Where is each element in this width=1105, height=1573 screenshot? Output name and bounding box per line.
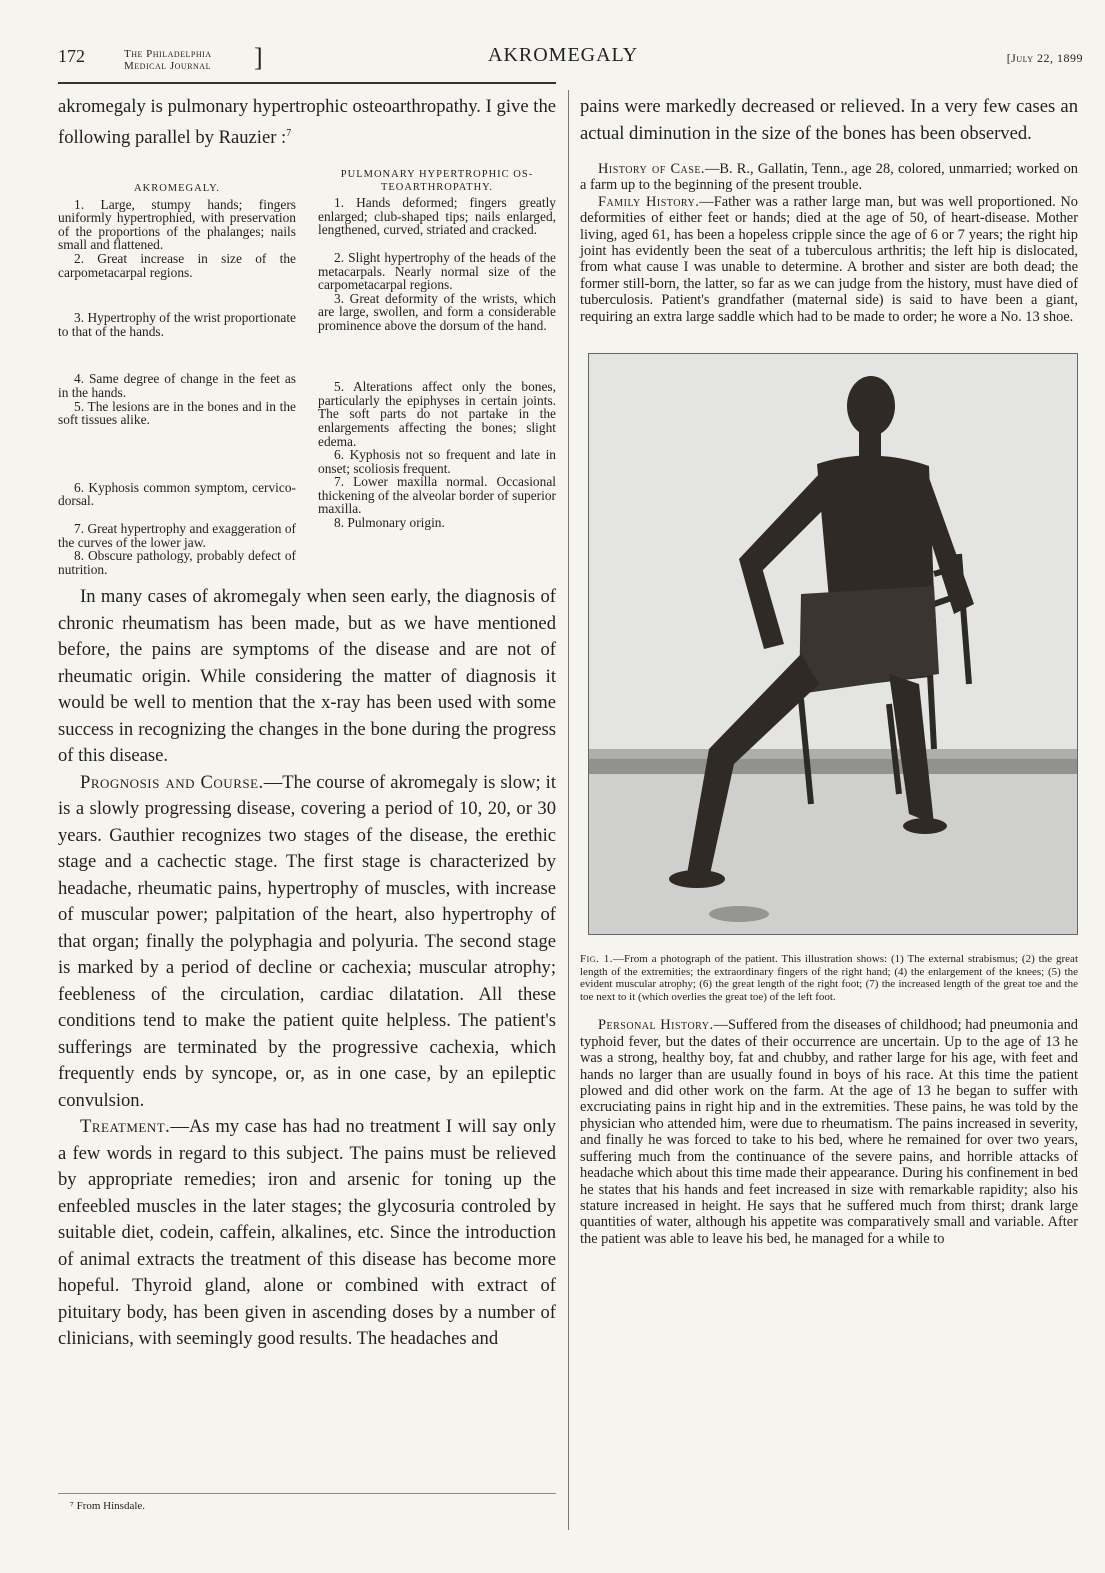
parallel-head-right-line1: PULMONARY HYPERTROPHIC OS-	[340, 169, 534, 181]
parallel-right-item: 6. Kyphosis not so frequent and late in onset; scoliosis frequent.	[318, 447, 556, 476]
column-divider	[568, 90, 569, 1530]
parallel-right-item: 5. Alterations affect only the bones, particularly the epiphyses in certain joints. The soft parts do not partake in the enlargements affecting the bones; slight edema.	[318, 379, 556, 449]
family-history-paragraph: Family History.—Father was a rather large man, but was well proportioned. No deformities of either feet or hands; died at the age of 50, of heart-disease. Mother living, aged 61, has been a hopeless cripple since the age of 6 or 7 years; the right hip joint has evidently been the seat of a tuberculous arthritis; the left hip is dislocated, from what cause I was unable to determine. A brother and sister are both dead; the former still-born, the latter, so far as we can judge from the history, must have died of tuberculosis. Patient's grandfather (maternal side) is said to have been a giant, requiring an extra large saddle which had to be made to order; he wore a No. 13 shoe.	[580, 193, 1079, 325]
history-heading: History of Case.	[598, 161, 706, 177]
running-title: AKROMEGALY	[488, 44, 639, 66]
parallel-left-item: 8. Obscure pathology, probably defect of nutrition.	[58, 548, 296, 577]
parallel-left-item: 6. Kyphosis common symptom, cervico-dorsal.	[58, 479, 296, 509]
right-column	[580, 94, 1078, 1247]
photo-illustration	[589, 354, 1077, 934]
patient-photograph	[588, 353, 1078, 935]
diagnosis-paragraph: In many cases of akromegaly when seen early, the diagnosis of chronic rheumatism has been made, but as we have mentioned before, the pains are symptoms of the disease and are not of rheumatic origin. While considering the matter of diagnosis it would be well to mention that the x-ray has been used with some success in recognizing the changes in the bone during the progress of this disease.	[58, 586, 556, 767]
parallel-left-item: 4. Same degree of change in the feet as in the hands.	[58, 371, 296, 401]
header-rule	[58, 82, 556, 84]
prognosis-heading: Prognosis and Course.	[80, 771, 264, 793]
continued-paragraph: pains were markedly decreased or relieved. In a very few cases an actual diminution in the size of the bones has been observed.	[580, 96, 1078, 144]
parallel-right-item: 8. Pulmonary origin.	[334, 515, 445, 531]
journal-bracket: ]	[254, 43, 263, 72]
footnote: ⁷ From Hinsdale.	[70, 1500, 146, 1512]
intro-paragraph: akromegaly is pulmonary hypertrophic osteoarthropathy. I give the following parallel by Rauzier :$^7$	[58, 96, 556, 148]
figure-label: Fig. 1.	[580, 953, 613, 966]
parallel-table	[58, 169, 556, 576]
prognosis-paragraph: Prognosis and Course.—The course of akromegaly is slow; it is a slowly progressing disease, covering a period of 10, 20, or 30 years. Gauthier recognizes two stages of the disease, the erethic stage and a cachectic stage. The first stage is characterized by headache, rheumatic pains, hypertrophy of muscles, with increase of muscular power; palpitation of the heart, also hypertrophy of that organ; finally the polyphagia and polyuria. The second stage is marked by a period of decline or cachexia; muscular atrophy; feebleness of the circulation, cardiac dilatation. All these conditions tend to make the patient quite helpless. The patient's sufferings are terminated by the progressive cachexia, which frequently ends by syncope, or, as in one case, by an epileptic convulsion.	[58, 771, 556, 1111]
left-column	[58, 94, 556, 1353]
parallel-right-item: 7. Lower maxilla normal. Occasional thickening of the alveolar border of superior maxilla.	[318, 474, 556, 517]
personal-history-paragraph: Personal History.—Suffered from the diseases of childhood; had pneumonia and typhoid fever, but the dates of their occurrence are uncertain. Up to the age of 13 he was a strong, healthy boy, fat and chubby, and rather large for his age, with feet and hands no larger than are usually found in boys of his race. At this time the patient plowed and did other work on the farm. At the age of 13 he began to suffer with excruciating pains in right hip and in the extremities. These pains, he was told by the physician who attended him, were due to rheumatism. The pains increased in severity, and finally he was forced to take to his bed, where he remained for over two years, suffering much from the continuance of the severe pains, and horrible attacks of headache which about this time made their appearance. During his confinement in bed he states that his hands and feet increased in size with remarkable rapidity; also his stature increased in height. He says that he suffered much from thirst; drank large quantities of water, although his appetite was comparatively small and variable. After the patient was able to leave his bed, he managed for a while to	[580, 1017, 1078, 1247]
family-history-heading: Family History.	[598, 193, 700, 210]
treatment-paragraph: Treatment.—As my case has had no treatment I will say only a few words in regard to this subject. The pains must be relieved by appropriate remedies; iron and arsenic for toning up the enfeebled muscles in the later stages; the glycosuria controled by suitable diet, codein, caffein, alkalines, etc. Since the introduction of animal extracts the treatment of this disease has become more hopeful. Thyroid gland, alone or combined with extract of pituitary body, has been given in ascending doses by a number of clinicians, with seemingly good results. The headaches and	[58, 1116, 556, 1350]
parallel-head-right	[318, 169, 556, 194]
parallel-left-item: 2. Great increase in size of the carpometacarpal regions.	[58, 251, 296, 280]
page-header	[58, 44, 1083, 76]
personal-history-heading: Personal History.	[598, 1017, 714, 1034]
parallel-left-item: 1. Large, stumpy hands; fingers uniformly hypertrophied, with preservation of the proportions of the phalanges; nails small and flattened.	[58, 196, 296, 253]
figure-caption: Fig. 1.—From a photograph of the patient. This illustration shows: (1) The external strabismus; (2) the great length of the extremities; the extraordinary fingers of the right hand; (4) the enlargement of the knees; (5) the evident muscular atrophy; (6) the great length of the right foot; (7) the increased length of the great toe and the toe next to it (which overlies the great toe) of the left foot.	[580, 953, 1078, 1003]
parallel-head-right-line2: TEOARTHROPATHY.	[380, 181, 494, 193]
page-number: 172	[58, 46, 85, 66]
parallel-right-item: 1. Hands deformed; fingers greatly enlarged; club-shaped tips; nails enlarged, lengthened, curved, striated and cracked.	[318, 195, 556, 238]
footnote-rule	[58, 1493, 556, 1494]
parallel-left-item: 7. Great hypertrophy and exaggeration of the curves of the lower jaw.	[58, 521, 296, 550]
parallel-left-item: 3. Hypertrophy of the wrist proportionate to that of the hands.	[58, 310, 296, 339]
journal-name-line2: Medical Journal	[124, 60, 211, 72]
parallel-col-akromegaly	[58, 169, 296, 576]
parallel-left-item: 5. The lesions are in the bones and in the soft tissues alike.	[58, 398, 296, 428]
parallel-right-item: 2. Slight hypertrophy of the heads of the metacarpals. Nearly normal size of the carpometacarpal regions.	[318, 249, 556, 293]
footnote-ref: 7	[286, 127, 292, 139]
journal-name	[124, 48, 212, 72]
treatment-heading: Treatment.	[80, 1116, 171, 1138]
parallel-col-osteoarthropathy	[318, 169, 556, 576]
parallel-head-left: AKROMEGALY.	[134, 183, 220, 195]
issue-date: [July 22, 1899	[1006, 51, 1083, 65]
parallel-right-item: 3. Great deformity of the wrists, which are large, swollen, and form a considerable prominence above the dorsum of the hand.	[318, 290, 556, 333]
journal-name-line1: The Philadelphia	[124, 48, 212, 60]
history-paragraph: History of Case.—B. R., Gallatin, Tenn., age 28, colored, unmarried; worked on a farm up to the beginning of the present trouble.	[580, 161, 1078, 194]
